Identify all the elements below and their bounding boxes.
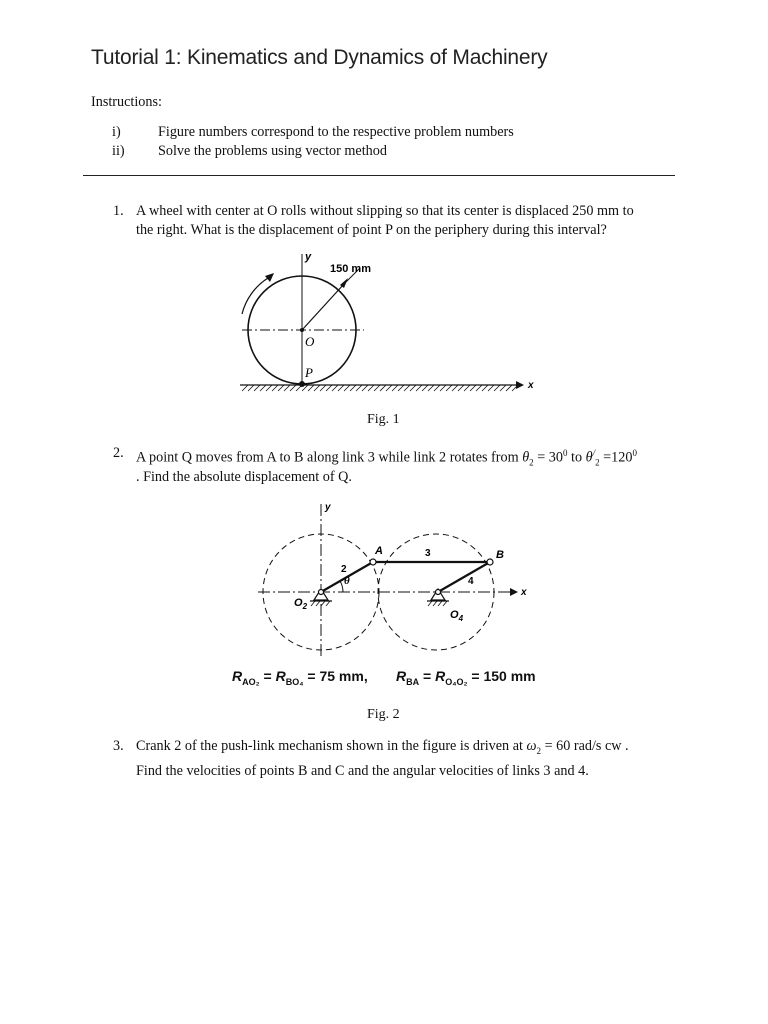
problem-text: the right. What is the displacement of point P on the periphery during this interval? xyxy=(136,222,607,238)
instruction-marker: ii) xyxy=(112,143,125,159)
instructions-heading: Instructions: xyxy=(91,94,162,110)
link-2-label: 2 xyxy=(341,564,347,575)
divider xyxy=(83,175,675,176)
link-length-formula-left: $R_{AO_2} = R_{BO_4} = 75$ mm, xyxy=(232,668,368,687)
problem-text: A point Q moves from A to B along link 3 while link 2 rotates from $\theta_2 = 30^0$ to $\theta^/_2 =120^0$ xyxy=(136,448,637,468)
radius-label: 150 mm xyxy=(330,263,371,275)
instruction-marker: i) xyxy=(112,124,121,140)
point-label: P xyxy=(305,365,313,380)
problem-number: 2. xyxy=(113,445,124,461)
y-axis-label: y xyxy=(305,251,312,263)
theta-label: θ xyxy=(344,575,350,587)
instruction-text: Solve the problems using vector method xyxy=(158,143,387,159)
figure-1-rolling-wheel xyxy=(232,246,542,402)
figure-caption: Fig. 1 xyxy=(367,412,400,427)
x-axis-label: x xyxy=(521,587,527,598)
problem-text: . Find the absolute displacement of Q. xyxy=(136,469,352,485)
center-label: O xyxy=(305,334,315,349)
point-a-label: A xyxy=(375,545,383,557)
link-length-formula-right: $R_{BA} = R_{O_4O_2} = 150$ mm xyxy=(396,668,536,687)
y-axis-label: y xyxy=(325,502,331,513)
instruction-text: Figure numbers correspond to the respective problem numbers xyxy=(158,124,514,140)
link-4-label: 4 xyxy=(468,576,474,587)
problem-number: 1. xyxy=(113,203,124,219)
x-axis-label: x xyxy=(528,380,534,391)
problem-text: A wheel with center at O rolls without slipping so that its center is displaced 250 mm to xyxy=(136,203,634,219)
page-title: Tutorial 1: Kinematics and Dynamics of Machinery xyxy=(91,46,548,69)
point-b-label: B xyxy=(496,549,504,561)
link-3-label: 3 xyxy=(425,548,431,559)
figure-caption: Fig. 2 xyxy=(367,707,400,722)
problem-number: 3. xyxy=(113,738,124,754)
o2-label: $O_2$ xyxy=(294,597,308,611)
o4-label: $O_4$ xyxy=(450,609,464,623)
problem-text: Crank 2 of the push-link mechanism shown in the figure is driven at $\omega_2 = 60$ rad/s cw . xyxy=(136,738,629,756)
problem-text: Find the velocities of points B and C and the angular velocities of links 3 and 4. xyxy=(136,763,589,779)
figure-2-linkage xyxy=(228,496,548,664)
